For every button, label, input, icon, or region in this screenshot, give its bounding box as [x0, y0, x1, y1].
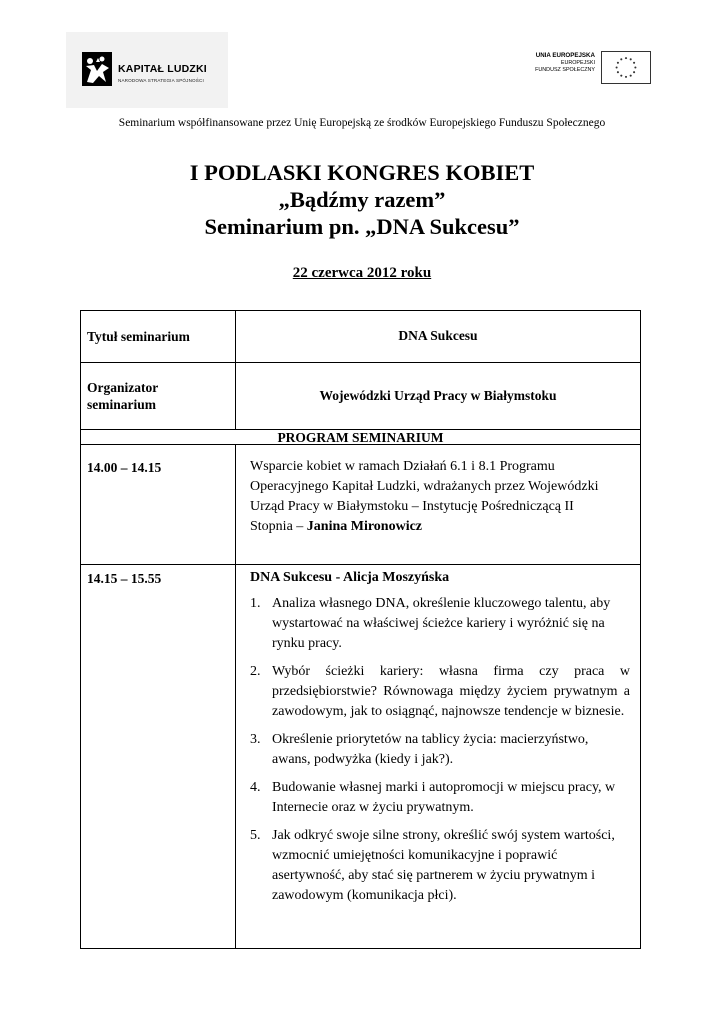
list-item-text: Budowanie własnej marki i autopromocji w miejscu pracy, w Internecie oraz w życiu prywatnym. — [272, 780, 616, 815]
title-line-2: „Bądźmy razem” — [278, 187, 446, 212]
session-1-time: 14.00 – 14.15 — [87, 460, 162, 475]
list-item-number: 3. — [250, 732, 261, 747]
cofinancing-note: Seminarium współfinansowane przez Unię Europejską ze środków Europejskiego Funduszu Społecznego — [118, 117, 606, 129]
session-1-line-1: Wsparcie kobiet w ramach Działań 6.1 i 8.1 Programu — [250, 459, 555, 474]
list-item — [250, 730, 630, 770]
table-row-program-header — [80, 429, 641, 444]
list-item — [250, 826, 630, 906]
session-2-topic-list — [250, 594, 630, 906]
table-row-session-1 — [80, 444, 641, 564]
table-row-seminar-title — [80, 310, 641, 362]
list-item-text: Określenie priorytetów na tablicy życia: macierzyństwo, awans, podwyżka (kiedy i jak?). — [272, 732, 589, 767]
organizer-value: Wojewódzki Urząd Pracy w Białymstoku — [319, 388, 557, 403]
eu-logo-line2: EUROPEJSKI — [560, 60, 595, 66]
eu-logo — [528, 50, 653, 84]
list-item — [250, 662, 630, 722]
list-item-text: Wybór ścieżki kariery: własna firma czy praca w przedsiębiorstwie? Równowaga między życiem prywatnym a zawodowym, jak to osiągnąć, najnowsze tendencje w biznesie. — [272, 664, 630, 719]
organizer-label-line-1: Organizator — [87, 380, 159, 395]
session-2-description — [250, 568, 630, 914]
session-1-description — [250, 457, 630, 537]
eu-logo-text — [535, 52, 595, 74]
list-item-number: 2. — [250, 664, 261, 679]
session-1-speaker: Janina Mironowicz — [306, 519, 423, 534]
list-item-number: 1. — [250, 596, 261, 611]
list-item-number: 4. — [250, 780, 261, 795]
kapital-ludzki-name: KAPITAŁ LUDZKI — [118, 63, 207, 75]
kapital-ludzki-logo — [66, 32, 228, 108]
list-item-number: 5. — [250, 828, 261, 843]
document-title — [0, 159, 724, 240]
list-item-text: Jak odkryć swoje silne strony, określić swój system wartości, wzmocnić umiejętności komunikacyjne i poprawić asertywność, aby stać się partnerem w życiu prywatnym i zawodowym (komunikacja płci). — [272, 828, 615, 903]
eu-logo-line1: UNIA EUROPEJSKA — [535, 52, 595, 59]
list-item — [250, 778, 630, 818]
session-2-time: 14.15 – 15.55 — [87, 571, 162, 586]
title-line-3: Seminarium pn. „DNA Sukcesu” — [204, 214, 520, 239]
kapital-ludzki-emblem-icon — [82, 52, 112, 86]
seminar-title-label: Tytuł seminarium — [87, 329, 190, 344]
session-1-line-3: Urząd Pracy w Białymstoku – Instytucję Pośredniczącą II — [250, 499, 574, 514]
table-row-organizer — [80, 362, 641, 429]
eu-logo-line3: FUNDUSZ SPOŁECZNY — [535, 67, 595, 73]
seminar-title-value: DNA Sukcesu — [398, 328, 478, 343]
table-row-session-2 — [80, 564, 641, 949]
title-line-1: I PODLASKI KONGRES KOBIET — [189, 160, 535, 185]
session-1-line-4 — [250, 517, 630, 537]
list-item-text: Analiza własnego DNA, określenie kluczowego talentu, aby wystartować na właściwej ścieżce kariery i wyróżnić się na rynku pracy. — [272, 596, 611, 651]
seminar-table — [80, 310, 641, 949]
program-header: PROGRAM SEMINARIUM — [277, 430, 444, 445]
event-date-text: 22 czerwca 2012 roku — [292, 265, 432, 281]
session-2-heading: DNA Sukcesu - Alicja Moszyńska — [250, 570, 450, 585]
organizer-label-line-2: seminarium — [87, 397, 156, 412]
kapital-ludzki-subtitle: NARODOWA STRATEGIA SPÓJNOŚCI — [118, 78, 204, 83]
session-1-line-4-prefix: Stopnia – — [250, 519, 307, 534]
event-date — [0, 265, 724, 282]
list-item — [250, 594, 630, 654]
organizer-label — [87, 379, 158, 413]
eu-flag-icon — [601, 51, 651, 84]
session-1-line-2: Operacyjnego Kapitał Ludzki, wdrażanych przez Wojewódzki — [250, 479, 599, 494]
